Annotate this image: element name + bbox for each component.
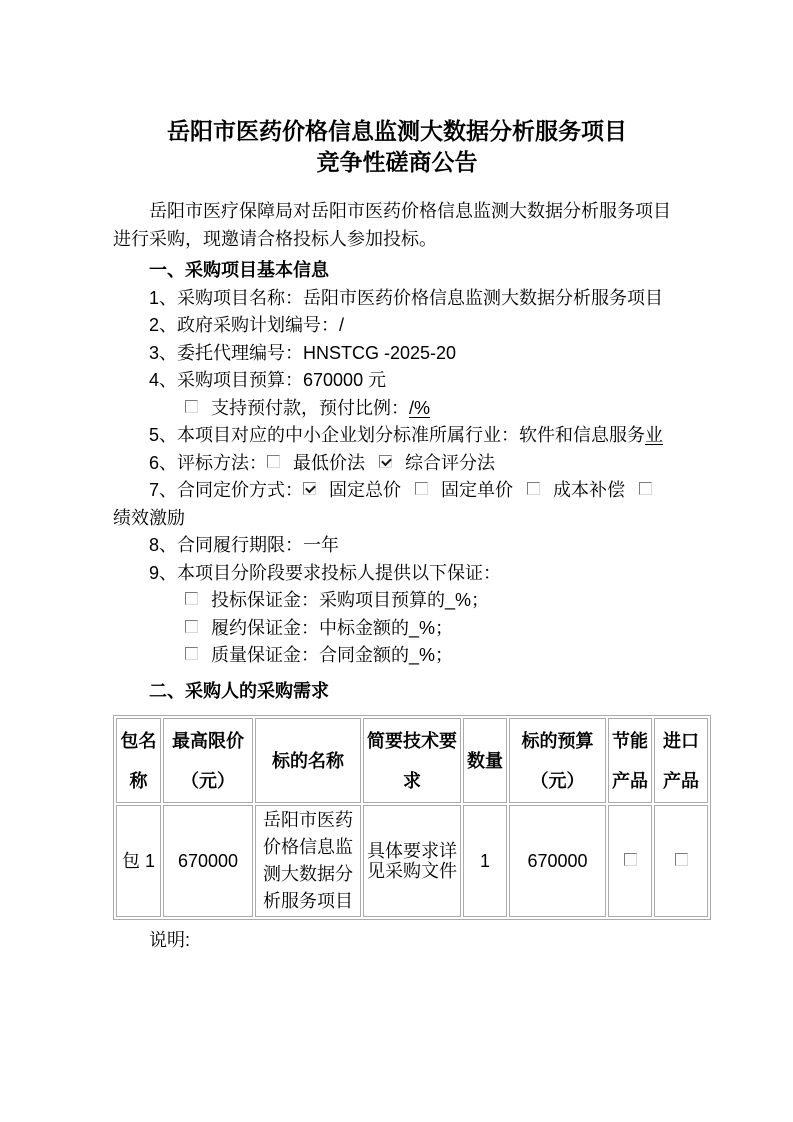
bid-bond-checkbox[interactable] [185,592,198,605]
eval-comprehensive-checkbox[interactable] [379,455,392,468]
item-industry [113,422,681,450]
guarantee-line-bid [113,587,681,615]
performance-bond-checkbox[interactable] [185,620,198,633]
imported-product-checkbox[interactable] [675,853,688,866]
cell-tech-requirements: 具体要求详见采购文件 [363,805,461,917]
energy-saving-checkbox[interactable] [624,853,637,866]
cell-quantity: 1 [463,805,507,917]
item-budget: 4、采购项目预算：670000 元 [149,370,387,390]
table-header-row [116,718,708,803]
item-industry-underlined: 业 [645,425,664,445]
header-tech-requirements: 简要技术要求 [363,718,461,803]
item-contract-period: 8、合同履行期限：一年 [149,535,340,555]
item-plan-number: 2、政府采购计划编号：/ [149,315,345,335]
pricing-performance-incentive-label: 绩效激励 [113,507,185,528]
header-imported: 进口产品 [654,718,708,803]
header-subject-name: 标的名称 [255,718,361,803]
prepay-checkbox[interactable] [185,400,198,413]
item-agency-number: 3、委托代理编号：HNSTCG -2025-20 [149,342,457,363]
prepay-label: 支持预付款，预付比例： [211,397,409,418]
guarantee-line-quality [113,642,681,670]
prepay-ratio-value: /% [409,397,431,418]
item-guarantee-intro: 9、本项目分阶段要求投标人提供以下保证： [149,562,502,583]
pricing-fixed-total-label: 固定总价 [329,480,402,500]
cell-subject-name: 岳阳市医药价格信息监测大数据分析服务项目 [255,805,361,917]
section1-heading: 一、采购项目基本信息 [149,260,329,280]
pricing-cost-compensation-checkbox[interactable] [527,482,540,495]
page-title-line1: 岳阳市医药价格信息监测大数据分析服务项目 [167,118,627,144]
cell-package-name: 包 1 [116,805,161,917]
item-industry-text: 5、本项目对应的中小企业划分标准所属行业：软件和信息服务 [149,425,646,445]
quality-bond-checkbox[interactable] [185,647,198,660]
header-quantity: 数量 [463,718,507,803]
note-label: 说明: [149,930,191,950]
item-eval-method [113,450,681,478]
section2-heading: 二、采购人的采购需求 [149,680,329,701]
eval-lowest-price-checkbox[interactable] [267,455,280,468]
pricing-method-label: 7、合同定价方式： [149,480,304,500]
bid-bond-label: 投标保证金：采购项目预算的_%； [211,590,490,610]
header-max-price: 最高限价（元） [163,718,253,803]
page-title [113,116,681,178]
cell-budget: 670000 [509,805,606,917]
cell-imported [654,805,708,917]
page-title-line2: 竞争性磋商公告 [316,149,478,175]
eval-method-label: 6、评标方法： [149,452,268,473]
header-package-name: 包名称 [116,718,161,803]
pricing-performance-incentive-checkbox[interactable] [639,482,652,495]
performance-bond-label: 履约保证金：中标金额的_%； [211,617,454,638]
table-row [116,805,708,917]
requirements-table [113,715,711,920]
intro-paragraph: 岳阳市医疗保障局对岳阳市医药价格信息监测大数据分析服务项目进行采购，现邀请合格投标人参加投标。 [113,201,671,249]
pricing-fixed-unit-checkbox[interactable] [415,482,428,495]
header-energy-saving: 节能产品 [608,718,652,803]
eval-comprehensive-label: 综合评分法 [405,452,496,473]
item-pricing-method [113,477,681,532]
guarantee-line-performance [113,615,681,643]
pricing-fixed-total-checkbox[interactable] [303,482,316,495]
eval-lowest-price-label: 最低价法 [293,452,366,473]
cell-energy-saving [608,805,652,917]
pricing-fixed-unit-label: 固定单价 [441,480,514,500]
cell-max-price: 670000 [163,805,253,917]
prepay-line [113,395,681,423]
quality-bond-label: 质量保证金：合同金额的_%； [211,645,454,665]
header-budget: 标的预算（元） [509,718,606,803]
pricing-cost-compensation-label: 成本补偿 [553,480,626,500]
item-project-name: 1、采购项目名称：岳阳市医药价格信息监测大数据分析服务项目 [149,287,664,308]
